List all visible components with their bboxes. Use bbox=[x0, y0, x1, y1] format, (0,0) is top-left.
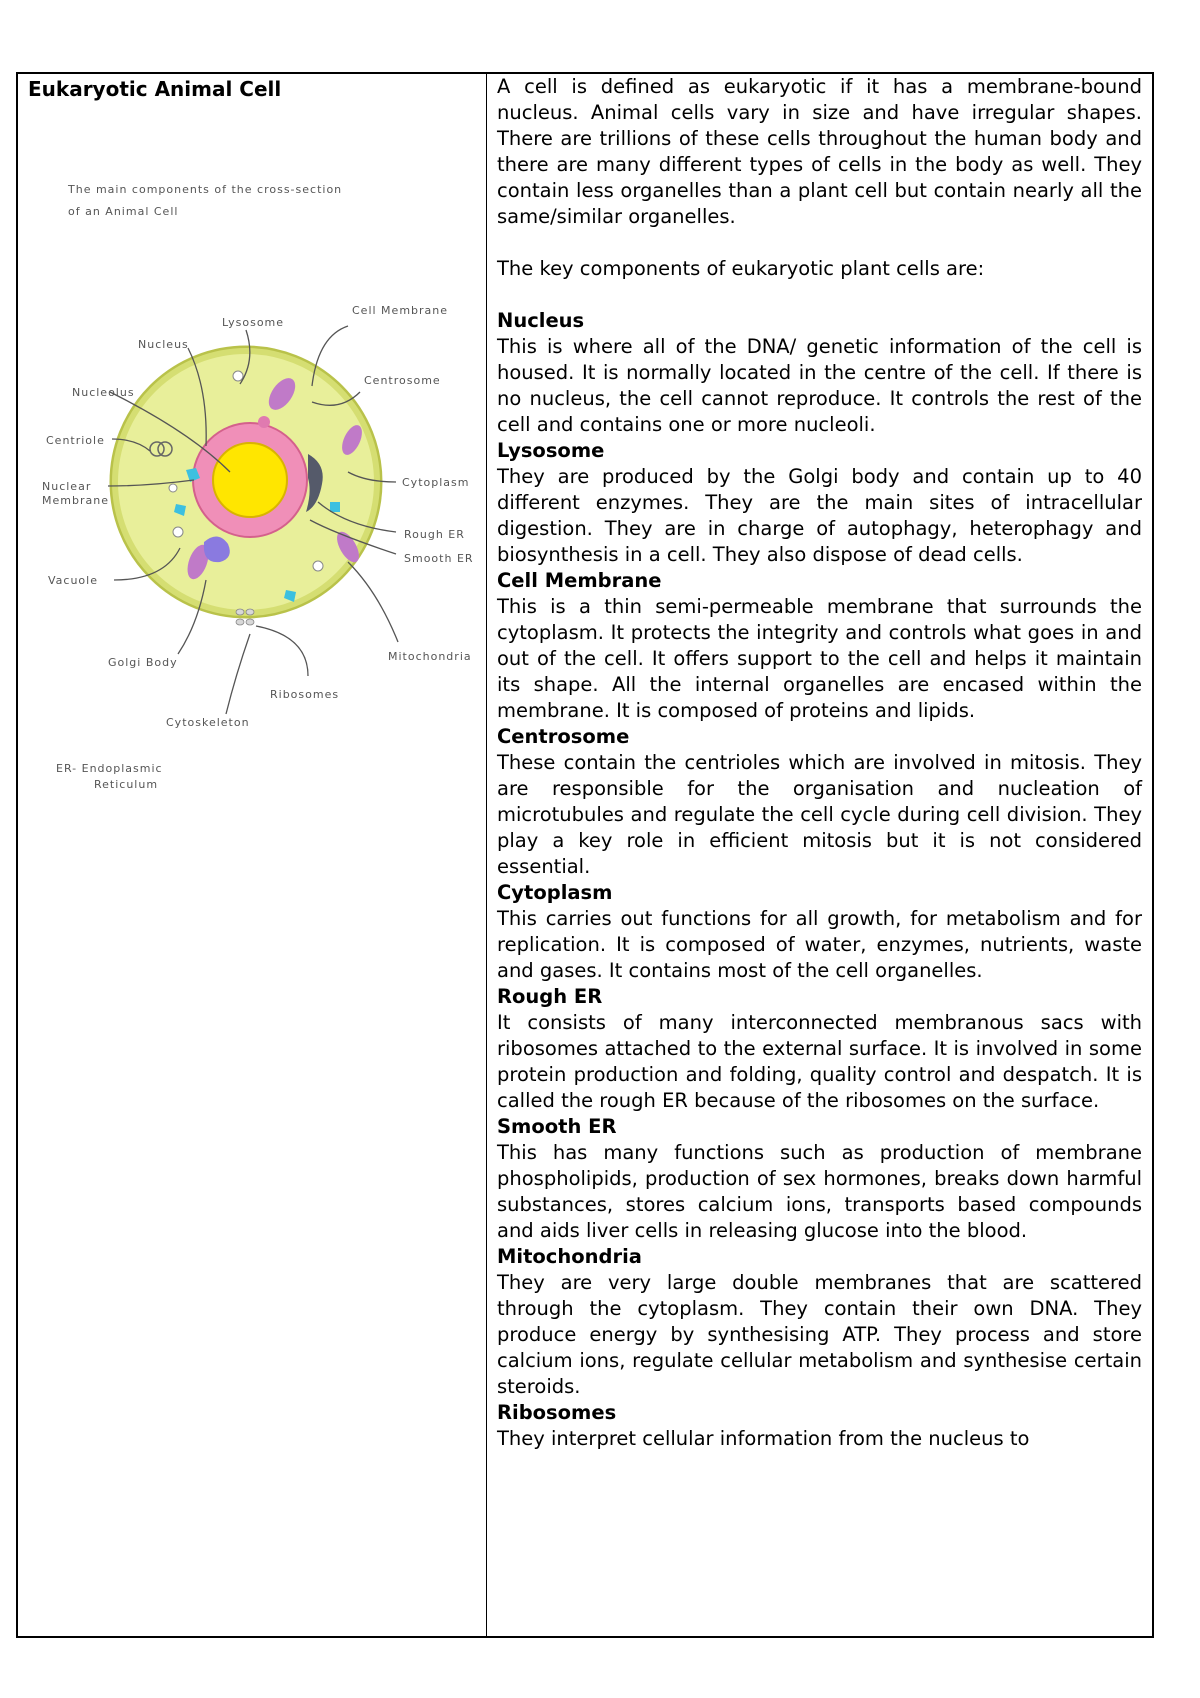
left-column bbox=[18, 74, 487, 1636]
intro-paragraph: A cell is defined as eukaryotic if it has a membrane-bound nucleus. Animal cells vary in size and have irregular shapes. There are trillions of these cells throughout the human body and there are many different types of cells in the body as well. They contain less organelles than a plant cell but contain nearly all the same/similar organelles. bbox=[497, 75, 1142, 228]
label-mitochondria: Mitochondria bbox=[388, 650, 472, 663]
vacuole bbox=[330, 502, 340, 512]
label-vacuole: Vacuole bbox=[48, 574, 98, 587]
left-title: Eukaryotic Animal Cell bbox=[28, 77, 282, 101]
right-column bbox=[487, 74, 1152, 1636]
small-vesicle bbox=[173, 527, 183, 537]
section-heading: Lysosome bbox=[497, 439, 605, 462]
section-heading: Smooth ER bbox=[497, 1115, 617, 1138]
section-text: This carries out functions for all growth, for metabolism and for replication. It is composed of water, enzymes, nutrients, waste and gases. It contains most of the cell organelles. bbox=[497, 907, 1142, 982]
label-nucleus: Nucleus bbox=[138, 338, 189, 351]
section-heading: Nucleus bbox=[497, 309, 585, 332]
document-table bbox=[16, 72, 1154, 1638]
section-text: They are produced by the Golgi body and contain up to 40 different enzymes. They are the main sites of intracellular digestion. They are in charge of autophagy, heterophagy and biosynthesis in a cell. They also dispose of dead cells. bbox=[497, 465, 1142, 566]
section-mitochondria bbox=[497, 1244, 1142, 1400]
section-text: This is where all of the DNA/ genetic information of the cell is housed. It is normally located in the centre of the cell. If there is no nucleus, the cell cannot reproduce. It controls the rest of the cell and contains one or more nucleoli. bbox=[497, 335, 1142, 436]
section-heading: Centrosome bbox=[497, 725, 630, 748]
section-smooth-er bbox=[497, 1114, 1142, 1244]
label-golgi-body: Golgi Body bbox=[108, 656, 178, 669]
section-text: This is a thin semi-permeable membrane that surrounds the cytoplasm. It protects the integrity and controls what goes in and out of the cell. It offers support to the cell and helps it maintain its shape. All the internal organelles are encased within the membrane. It is composed of proteins and lipids. bbox=[497, 595, 1142, 722]
small-vesicle bbox=[169, 484, 177, 492]
section-ribosomes bbox=[497, 1400, 1142, 1452]
label-cell-membrane: Cell Membrane bbox=[352, 304, 449, 317]
section-centrosome bbox=[497, 724, 1142, 880]
label-ribosomes: Ribosomes bbox=[270, 688, 340, 701]
nucleus bbox=[213, 443, 287, 517]
section-text: These contain the centrioles which are involved in mitosis. They are responsible for the organisation and nucleation of microtubules and regulate the cell cycle during cell division. They play a key role in efficient mitosis but it is not considered essential. bbox=[497, 751, 1142, 878]
key-components-line: The key components of eukaryotic plant cells are: bbox=[497, 257, 985, 280]
label-centrosome: Centrosome bbox=[364, 374, 441, 387]
label-rough-er: Rough ER bbox=[404, 528, 465, 541]
section-heading: Cell Membrane bbox=[497, 569, 662, 592]
diagram-caption-2: of an Animal Cell bbox=[68, 205, 179, 218]
section-cytoplasm bbox=[497, 880, 1142, 984]
section-heading: Ribosomes bbox=[497, 1401, 617, 1424]
section-heading: Mitochondria bbox=[497, 1245, 642, 1268]
label-smooth-er: Smooth ER bbox=[404, 552, 474, 565]
label-cytoskeleton: Cytoskeleton bbox=[166, 716, 250, 729]
small-vesicle bbox=[233, 371, 243, 381]
section-lysosome bbox=[497, 438, 1142, 568]
section-rough-er bbox=[497, 984, 1142, 1114]
footnote-line-1: ER- Endoplasmic bbox=[56, 762, 163, 775]
section-text: They are very large double membranes that are scattered through the cytoplasm. They contain their own DNA. They produce energy by synthesising ATP. They process and store calcium ions, regulate cellular metabolism and synthesise certain steroids. bbox=[497, 1271, 1142, 1398]
lysosome bbox=[258, 416, 270, 428]
animal-cell-diagram bbox=[18, 104, 487, 791]
label-lysosome: Lysosome bbox=[222, 316, 285, 329]
section-text: This has many functions such as production of membrane phospholipids, production of sex hormones, breaks down harmful substances, stores calcium ions, transports based compounds and aids liver cells in releasing glucose into the blood. bbox=[497, 1141, 1142, 1242]
section-cell-membrane bbox=[497, 568, 1142, 724]
small-vesicle bbox=[313, 561, 323, 571]
label-nucleolus: Nucleolus bbox=[72, 386, 135, 399]
diagram-caption-1: The main components of the cross-section bbox=[68, 183, 343, 196]
section-text: They interpret cellular information from the nucleus to bbox=[497, 1427, 1030, 1450]
section-text: It consists of many interconnected membranous sacs with ribosomes attached to the external surface. It is involved in some protein production and folding, quality control and despatch. It is called the rough ER because of the ribosomes on the surface. bbox=[497, 1011, 1142, 1112]
section-heading: Cytoplasm bbox=[497, 881, 613, 904]
section-heading: Rough ER bbox=[497, 985, 603, 1008]
label-centriole: Centriole bbox=[46, 434, 105, 447]
label-nuclear-membrane-2: Membrane bbox=[42, 494, 109, 507]
label-nuclear-membrane-1: Nuclear bbox=[42, 480, 92, 493]
footnote-line-2: Reticulum bbox=[94, 778, 159, 791]
section-nucleus bbox=[497, 308, 1142, 438]
label-cytoplasm: Cytoplasm bbox=[402, 476, 470, 489]
